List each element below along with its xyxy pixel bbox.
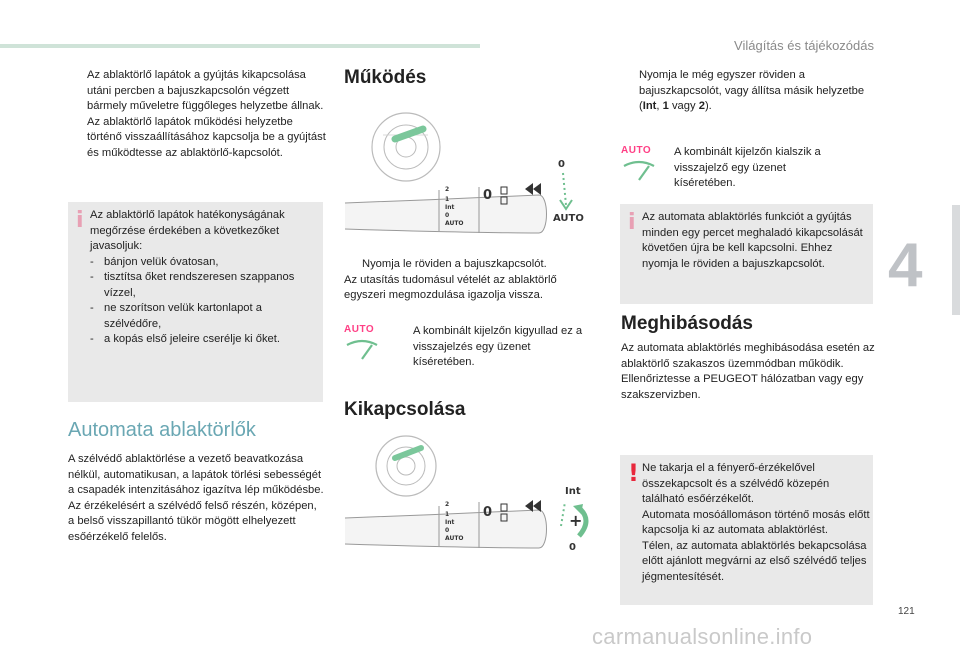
paragraph: Télen, az automata ablaktörlés bekapcsolása előtt ajánlott megvárni az első szélvédő teljes jégmentesítését. [642, 539, 867, 583]
wiper-auto-icon [344, 339, 380, 361]
warning-box [620, 455, 873, 605]
paragraph: Automata mosóállomáson történő mosás előtt kapcsolja ki az automata ablaktörlést. [642, 508, 870, 536]
position-label-top: 0 [558, 159, 565, 170]
svg-text:+: + [569, 511, 583, 530]
bullet-item [69, 115, 327, 162]
ring-label: AUTO [445, 220, 464, 227]
auto-indicator [344, 324, 380, 366]
info-box-reactivate [620, 204, 873, 304]
chapter-header-title: Világítás és tájékozódás [734, 38, 874, 53]
ring-label: Int [445, 519, 455, 526]
list-item: - ne szorítson velük kartonlapot a szélvédőre, [90, 302, 262, 330]
auto-label: AUTO [621, 145, 652, 156]
step2-text: Nyomja le még egyszer röviden a bajuszkapcsolót, vagy állítsa másik helyzetbe ( [639, 69, 865, 112]
list-item: - a kopás első jeleire cserélje ki őket. [90, 333, 280, 345]
bullet-item [69, 68, 327, 115]
section-title-switch-off: Kikapcsolása [344, 399, 466, 420]
header-accent-bar [0, 44, 480, 48]
info-icon: i [628, 210, 636, 235]
list-item: - bánjon velük óvatosan, [90, 255, 219, 268]
bullet-item [344, 257, 589, 273]
warning-icon: ! [628, 459, 639, 487]
paragraph: Ellenőriztesse a PEUGEOT hálózatban vagy egy szakszervizben. [621, 373, 864, 401]
stalk-diagram-switch-off [343, 430, 605, 570]
fault-text [621, 341, 876, 403]
step2-two: 2 [698, 100, 705, 112]
position-label-bottom: 0 [569, 542, 576, 553]
paragraph: Ne takarja el a fényerő-érzékelővel összekapcsolt és a szélvédő közepén található esőérzékelőt. [642, 462, 830, 505]
ring-label: AUTO [445, 535, 464, 542]
automatic-wipers-text [68, 452, 326, 545]
left-bullets [69, 68, 327, 161]
auto-indicator-off [621, 145, 657, 187]
ring-label: 2 [445, 501, 450, 508]
bullet-item: Nyomja le még egyszer röviden a bajuszkapcsolót, vagy állítsa másik helyzetbe (Int, 1 vagy 2). [639, 69, 865, 112]
step-press-stalk [344, 257, 589, 304]
paragraph: Az utasítás tudomásul vételét az ablaktörlő egyszeri megmozdulása igazolja vissza. [344, 273, 557, 301]
bullet-text: Nyomja le röviden a bajuszkapcsolót. [362, 258, 547, 270]
auto-label: AUTO [344, 324, 375, 335]
section-title-automatic-wipers: Automata ablaktörlők [68, 419, 256, 441]
bullet-text: Az ablaktörlő lapátok a gyújtás kikapcsolása utáni percben a bajuszkapcsolón végzett bármely műveletre függőleges helyzetbe állnak. [87, 69, 324, 112]
stalk-diagram-auto-on [343, 105, 593, 255]
page-number: 121 [898, 606, 915, 617]
chapter-number: 4 [888, 231, 923, 300]
indicator-on-text: A kombinált kijelzőn kigyullad ez a visszajelzés egy üzenet kíséretében. [413, 325, 583, 368]
info-box-care [68, 202, 323, 402]
ring-label: 2 [445, 186, 450, 193]
info-text: Az automata ablaktörlés funkciót a gyújtás minden egy percet meghaladó kikapcsolását követően újra be kell kapcsolni. Ehhez nyomja le röviden a bajuszkapcsolót. [642, 211, 863, 270]
ring-label: 1 [445, 511, 450, 518]
bullet-text: Az ablaktörlő lapátok működési helyzetbe történő visszaállításához kapcsolja be a gyújtást és működtesse az ablaktörlő-kapcsolót. [87, 115, 326, 159]
paragraph: Az automata ablaktörlés meghibásodása esetén az ablaktörlő szakaszos üzemmódban működik. [621, 342, 875, 370]
info-intro: Az ablaktörlő lapátok hatékonyságának megőrzése érdekében a következőket javasoljuk: [90, 209, 285, 252]
svg-text:0: 0 [483, 188, 493, 203]
wiper-auto-icon [621, 160, 657, 182]
indicator-off-text: A kombinált kijelzőn kialszik a visszajelző egy üzenet kíséretében. [674, 146, 821, 189]
section-title-fault: Meghibásodás [621, 313, 753, 334]
list-item: - tisztítsa őket rendszeresen szappanos vízzel, [90, 271, 295, 299]
position-label-bottom: AUTO [553, 213, 584, 224]
svg-text:0: 0 [483, 505, 493, 520]
position-label-top: Int [565, 486, 581, 497]
step2-one: 1 [662, 100, 669, 112]
ring-label: Int [445, 204, 455, 211]
ring-label: 0 [445, 212, 450, 219]
paragraph: Az érzékelésért a szélvédő felső részén, középen, a belső visszapillantó tükör mögött elhelyezett esőérzékelő felelős. [68, 499, 317, 543]
info-icon: i [76, 208, 84, 233]
step2-int: Int [642, 100, 657, 112]
section-title-operation: Működés [344, 67, 427, 88]
ring-label: 1 [445, 196, 450, 203]
chapter-tab-bar [952, 205, 960, 315]
step-press-again [621, 68, 876, 115]
paragraph: A szélvédő ablaktörlése a vezető beavatkozása nélkül, automatikusan, a lapátok törlési sebességét a csapadék intenzitásához igazítva lép működésbe. [68, 453, 324, 496]
ring-label: 0 [445, 527, 450, 534]
watermark: carmanualsonline.info [592, 624, 813, 649]
